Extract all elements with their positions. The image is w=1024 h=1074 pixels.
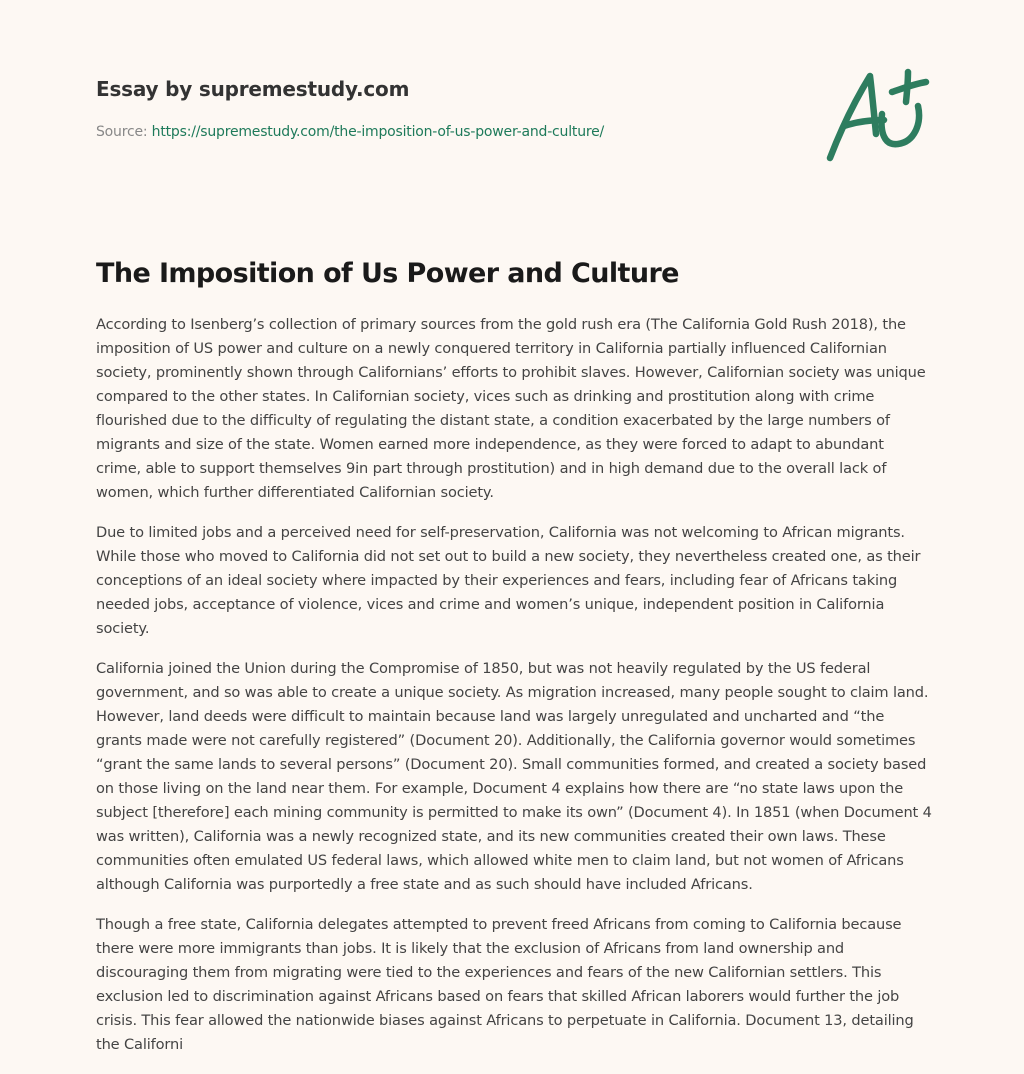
a-plus-grade-icon <box>818 62 938 170</box>
article-paragraph-1: According to Isenberg’s collection of primary sources from the gold rush era (The California Gold Rush 2018), the imposition of US power and culture on a newly conquered territory in California partially influenced Californian society, prominently shown through Californians’ efforts to prohibit slaves. However, Californian society was unique compared to the other states. In Californian society, vices such as drinking and prostitution along with crime flourished due to the difficulty of regulating the distant state, a condition exacerbated by the large numbers of migrants and size of the state. Women earned more independence, as they were forced to adapt to abundant crime, able to support themselves 9in part through prostitution) and in high demand due to the overall lack of women, which further differentiated Californian society. <box>96 316 926 501</box>
source-link[interactable]: https://supremestudy.com/the-imposition-of-us-power-and-culture/ <box>151 124 605 140</box>
source-line <box>96 122 796 142</box>
site-title: Essay by supremestudy.com <box>96 77 410 101</box>
article-paragraph-3: California joined the Union during the Compromise of 1850, but was not heavily regulated by the US federal government, and so was able to create a unique society. As migration increased, many people sought to claim land. However, land deeds were difficult to maintain because land was largely unregulated and uncharted and “the grants made were not carefully registered” (Document 20). Additionally, the California governor would sometimes “grant the same lands to several persons” (Document 20). Small communities formed, and created a society based on those living on the land near them. For example, Document 4 explains how there are “no state laws upon the subject [therefore] each mining community is permitted to make its own” (Document 4). In 1851 (when Document 4 was written), California was a newly recognized state, and its new communities created their own laws. These communities often emulated US federal laws, which allowed white men to claim land, but not women of Africans although California was purportedly a free state and as such should have included Africans. <box>96 660 932 893</box>
essay-header <box>96 74 796 142</box>
article-paragraph-4: Though a free state, California delegates attempted to prevent freed Africans from coming to California because there were more immigrants than jobs. It is likely that the exclusion of Africans from land ownership and discouraging them from migrating were tied to the experiences and fears of the new Californian settlers. This exclusion led to discrimination against Africans based on fears that skilled African laborers would further the job crisis. This fear allowed the nationwide biases against Africans to perpetuate in California. Document 13, detailing the Californi <box>96 916 914 1053</box>
article <box>96 255 932 1073</box>
article-paragraph-2: Due to limited jobs and a perceived need for self-preservation, California was not welcoming to African migrants. While those who moved to California did not set out to build a new society, they nevertheless created one, as their conceptions of an ideal society where impacted by their experiences and fears, including fear of Africans taking needed jobs, acceptance of violence, vices and crime and women’s unique, independent position in California society. <box>96 524 921 637</box>
article-title: The Imposition of Us Power and Culture <box>96 258 679 289</box>
source-label: Source: <box>96 124 152 140</box>
